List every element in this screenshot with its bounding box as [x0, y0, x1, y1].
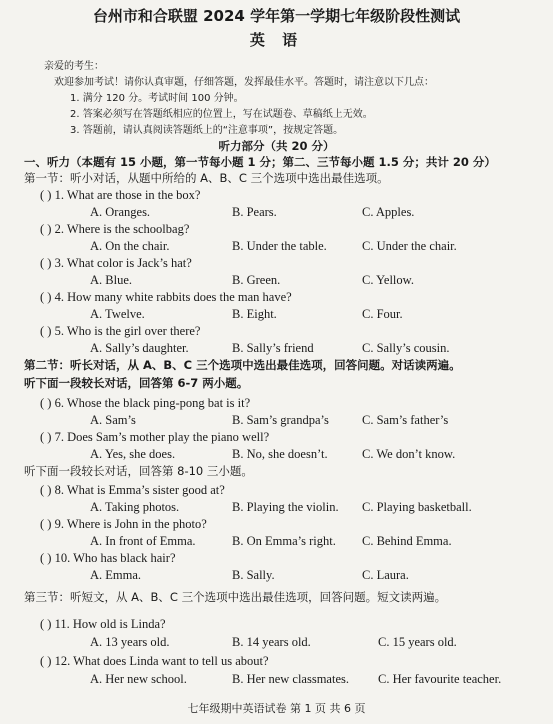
question-10: ( ) 10. Who has black hair?: [40, 551, 176, 565]
option-c: C. Sally’s cousin.: [362, 341, 450, 355]
option-a: A. On the chair.: [90, 239, 170, 253]
option-a: A. 13 years old.: [90, 635, 170, 649]
option-c: C. Behind Emma.: [362, 534, 452, 548]
option-c: C. We don’t know.: [362, 447, 456, 461]
notice-greeting: 亲爱的考生：: [44, 61, 104, 72]
option-c: C. Four.: [362, 307, 403, 321]
notice-intro: 欢迎参加考试！请你认真审题，仔细答题，发挥最佳水平。答题时，请注意以下几点：: [54, 77, 434, 88]
option-a: A. Emma.: [90, 568, 142, 582]
option-b: B. Sally.: [232, 568, 275, 582]
question-12: ( ) 12. What does Linda want to tell us about?: [40, 654, 269, 668]
question-11: ( ) 11. How old is Linda?: [40, 617, 166, 631]
question-5: ( ) 5. Who is the girl over there?: [40, 324, 201, 338]
option-b: B. Eight.: [232, 307, 277, 321]
option-c: C. Under the chair.: [362, 239, 457, 253]
section-two-instruction: 第二节：听长对话，从 A、B、C 三个选项中选出最佳选项，回答问题。对话读两遍。: [24, 358, 461, 372]
option-b: B. Green.: [232, 273, 281, 287]
option-a: A. Sam’s: [90, 413, 136, 427]
question-2: ( ) 2. Where is the schoolbag?: [40, 222, 190, 236]
option-a: A. Oranges.: [90, 205, 151, 219]
question-4: ( ) 4. How many white rabbits does the man have?: [40, 290, 292, 304]
question-3: ( ) 3. What color is Jack’s hat?: [40, 256, 192, 270]
question-8: ( ) 8. What is Emma’s sister good at?: [40, 483, 225, 497]
option-b: B. Playing the violin.: [232, 500, 339, 514]
option-b: B. Sally’s friend: [232, 341, 314, 355]
option-c: C. Laura.: [362, 568, 409, 582]
option-c: C. Playing basketball.: [362, 500, 472, 514]
option-c: C. Sam’s father’s: [362, 413, 449, 427]
exam-title: 台州市和合联盟 2024 学年第一学期七年级阶段性测试: [92, 7, 461, 25]
subject-title: 英 语: [249, 31, 304, 49]
question-1: ( ) 1. What are those in the box?: [40, 188, 201, 202]
option-b: B. On Emma’s right.: [232, 534, 336, 548]
option-b: B. Sam’s grandpa’s: [232, 413, 329, 427]
option-c: C. Apples.: [362, 205, 415, 219]
option-a: A. In front of Emma.: [90, 534, 196, 548]
listening-part-title: 听力部分（共 20 分）: [218, 139, 335, 153]
notice-item: 1. 满分 120 分。考试时间 100 分钟。: [70, 93, 244, 104]
option-a: A. Sally’s daughter.: [90, 341, 189, 355]
notice-item: 2. 答案必须写在答题纸相应的位置上，写在试题卷、草稿纸上无效。: [70, 109, 373, 120]
option-a: A. Twelve.: [90, 307, 145, 321]
option-b: B. 14 years old.: [232, 635, 311, 649]
listening-section-header: 一、听力（本题有 15 小题，第一节每小题 1 分；第二、三节每小题 1.5 分；共计 20 分）: [24, 155, 496, 169]
option-c: C. Her favourite teacher.: [378, 672, 502, 686]
section-two-sub1: 听下面一段较长对话，回答第 6-7 两小题。: [24, 376, 249, 390]
option-a: A. Yes, she does.: [90, 447, 176, 461]
option-b: B. Under the table.: [232, 239, 327, 253]
option-a: A. Her new school.: [90, 672, 187, 686]
option-c: C. 15 years old.: [378, 635, 457, 649]
page-footer: 七年级期中英语试卷 第 1 页 共 6 页: [187, 702, 366, 715]
option-a: A. Taking photos.: [90, 500, 180, 514]
question-7: ( ) 7. Does Sam’s mother play the piano well?: [40, 430, 270, 444]
option-c: C. Yellow.: [362, 273, 414, 287]
section-three-instruction: 第三节：听短文，从 A、B、C 三个选项中选出最佳选项，回答问题。短文读两遍。: [24, 590, 447, 604]
option-b: B. Her new classmates.: [232, 672, 349, 686]
option-a: A. Blue.: [90, 273, 133, 287]
section-one-instruction: 第一节：听小对话，从题中所给的 A、B、C 三个选项中选出最佳选项。: [24, 171, 389, 185]
option-b: B. Pears.: [232, 205, 277, 219]
section-two-sub2: 听下面一段较长对话，回答第 8-10 三小题。: [24, 464, 253, 478]
question-6: ( ) 6. Whose the black ping-pong bat is it?: [40, 396, 251, 410]
notice-item: 3. 答题前，请认真阅读答题纸上的“注意事项”，按规定答题。: [70, 125, 344, 136]
question-9: ( ) 9. Where is John in the photo?: [40, 517, 207, 531]
option-b: B. No, she doesn’t.: [232, 447, 328, 461]
